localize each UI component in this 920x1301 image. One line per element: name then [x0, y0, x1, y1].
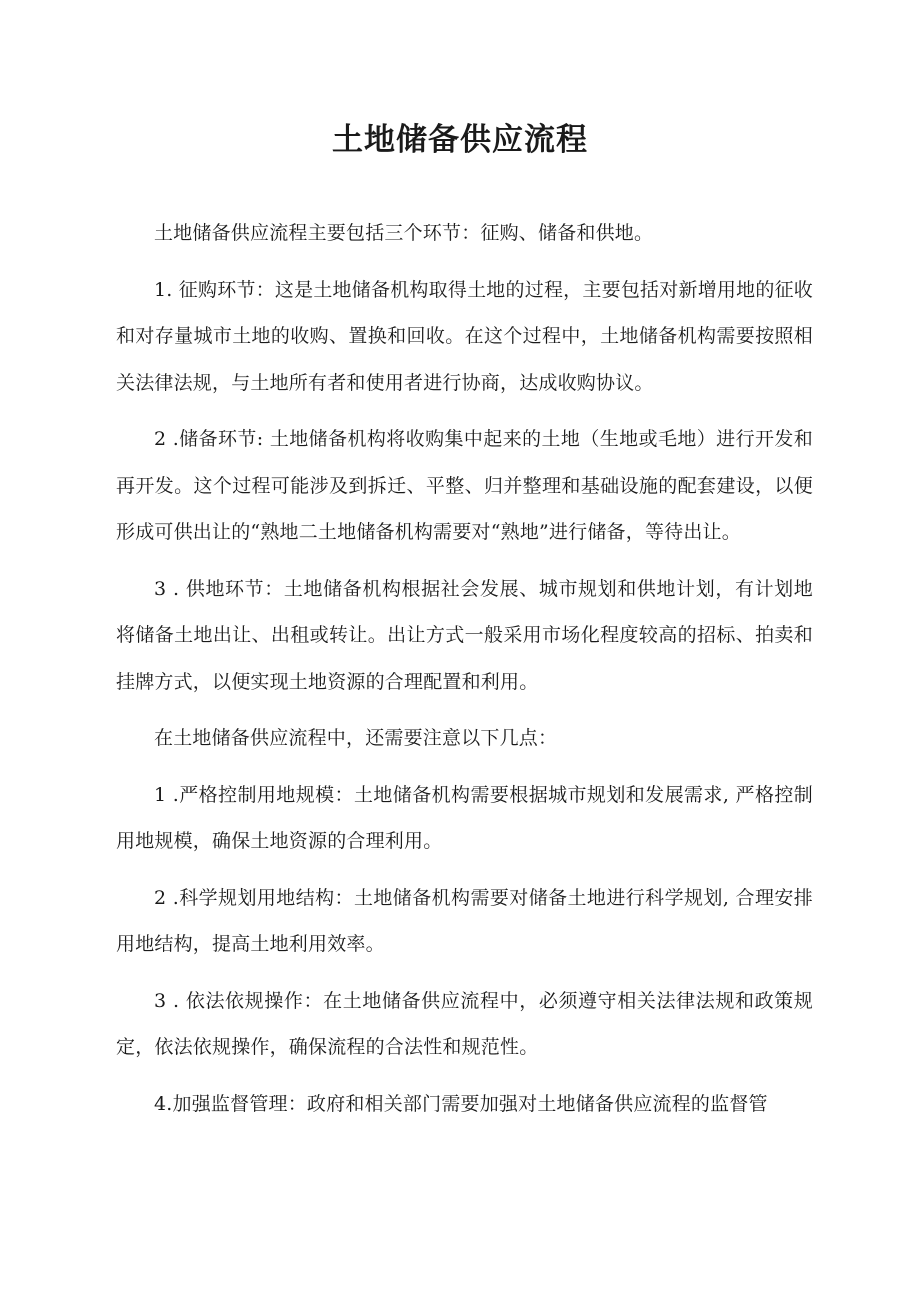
paragraph-intro: 土地储备供应流程主要包括三个环节：征购、储备和供地。 — [154, 222, 654, 244]
paragraph-acquisition-stage: 1. 征购环节：这是土地储备机构取得土地的过程，主要包括对新增用地的征收和对存量城市土地的收购、置换和回收。在这个过程中，土地储备机构需要按照相关法律法规，与土地所有者和使用者进行协商，达成收购协议。 — [116, 278, 813, 394]
paragraph-note-land-planning: 2 .科学规划用地结构：土地储备机构需要对储备土地进行科学规划, 合理安排用地结构，提高土地利用效率。 — [116, 886, 813, 955]
document-body — [116, 210, 813, 1137]
paragraph-note-supervision: 4.加强监督管理：政府和相关部门需要加强对土地储备供应流程的监督管 — [154, 1092, 768, 1115]
paragraph-supply-stage: 3 . 供地环节：土地储备机构根据社会发展、城市规划和供地计划，有计划地将储备土地出让、出租或转让。出让方式一般采用市场化程度较高的招标、拍卖和挂牌方式，以便实现土地资源的合理配置和利用。 — [116, 577, 813, 693]
paragraph-reserve-stage: 2 .储备环节: 土地储备机构将收购集中起来的土地（生地或毛地）进行开发和再开发。这个过程可能涉及到拆迁、平整、归并整理和基础设施的配套建设，以便形成可供出让的“熟地二土地储备机构需要对“熟地”进行储备，等待出让。 — [116, 428, 813, 543]
document-title: 土地储备供应流程 — [332, 122, 588, 158]
paragraph-note-scale-control: 1 .严格控制用地规模：土地储备机构需要根据城市规划和发展需求, 严格控制用地规模，确保土地资源的合理利用。 — [116, 783, 813, 852]
paragraph-note-legal-compliance: 3 . 依法依规操作：在土地储备供应流程中，必须遵守相关法律法规和政策规定，依法依规操作，确保流程的合法性和规范性。 — [116, 989, 813, 1058]
paragraph-notes-intro: 在土地储备供应流程中，还需要注意以下几点： — [154, 727, 558, 749]
